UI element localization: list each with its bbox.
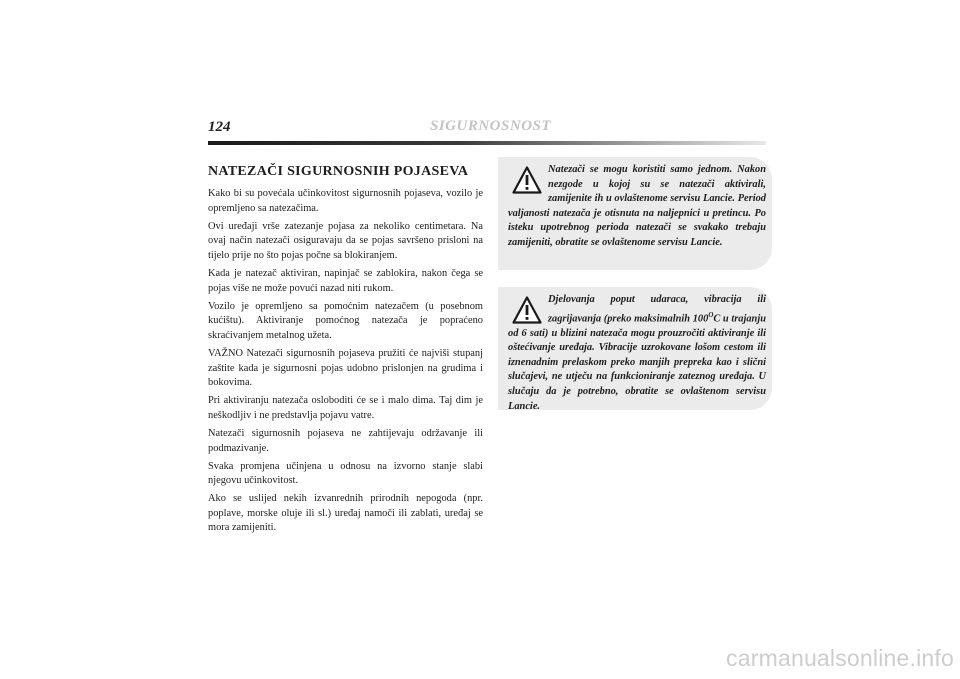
paragraph: Ovi uređaji vrše zatezanje pojasa za nekoliko centimetara. Na ovaj način natezači osiguravaju da se pojas savršeno prisloni na tijelo prije no što pojas počne sa blokiranjem. <box>208 220 483 261</box>
page-number: 124 <box>208 119 231 135</box>
paragraph: Kada je natezač aktiviran, napinjač se zablokira, nakon čega se pojas više ne može povući nazad niti rukom. <box>208 267 483 294</box>
warning-text <box>508 293 766 414</box>
paragraph: Svaka promjena učinjena u odnosu na izvorno stanje slabi njegovu učinkovitost. <box>208 460 483 487</box>
warning-triangle-icon <box>512 296 542 324</box>
warning-box <box>498 287 772 410</box>
warning-text-part: Djelovanja poput udaraca, vibracija ili zagrijavanja (preko maksimalnih 100 <box>548 294 766 325</box>
warning-text-part: C u trajanju od 6 sati) u blizini natezača mogu prouzročiti aktiviranje ili oštećivanje uređaja. Vibracije uzrokovane lošom cestom ili iznenadnim prelaskom preko manjih prepreka kao i slični slučajevi, ne utječu na funkcioniranje zateznog uređaja. U slučaju da je potrebno, obratite se ovlaštenom servisu Lancie. <box>508 313 766 412</box>
paragraph: Pri aktiviranju natezača osloboditi će se i malo dima. Taj dim je neškodljiv i ne predstavlja pojavu vatre. <box>208 395 483 421</box>
paragraph: Kako bi su povećala učinkovitost sigurnosnih pojaseva, vozilo je opremljeno sa natezačima. <box>208 188 483 214</box>
warning-text: Natezači se mogu koristiti samo jednom. Nakon nezgode u kojoj su se natezači aktivirali, zamijenite ih u ovlaštenome servisu Lancie. Period valjanosti natezača je otisnuta na naljepnici u pretincu. Po isteku upotrebnog perioda natezači se svakako trebaju zamijeniti, obratite se ovlaštenome servisu Lancie. <box>508 164 766 248</box>
watermark: carmanualsonline.info <box>726 645 954 671</box>
warning-triangle-icon <box>512 166 542 194</box>
paragraph: Ako se uslijed nekih izvanrednih prirodnih nepogoda (npr. poplave, morske oluje ili sl.) uređaj namoči ili zablati, uređaj se mora zamijeniti. <box>208 493 483 534</box>
paragraph: Vozilo je opremljeno sa pomoćnim natezačem (u posebnom kućištu). Aktiviranje pomoćnog natezača je popraćeno skraćivanjem metalnog užeta. <box>208 300 483 341</box>
running-title: SIGURNOSNOST <box>430 118 552 134</box>
paragraph: VAŽNO Natezači sigurnosnih pojaseva pružiti će najviši stupanj zaštite kada je sigurnosni pojas udobno prislonjen na grudima i bokovima. <box>208 347 483 389</box>
section-title: NATEZAČI SIGURNOSNIH POJASEVA <box>208 164 469 179</box>
main-column <box>208 163 483 540</box>
header-rule <box>208 141 766 145</box>
paragraph: Natezači sigurnosnih pojaseva ne zahtijevaju održavanje ili podmazivanje. <box>208 427 483 454</box>
degree-superscript: O <box>708 310 714 319</box>
warning-box <box>498 157 772 270</box>
